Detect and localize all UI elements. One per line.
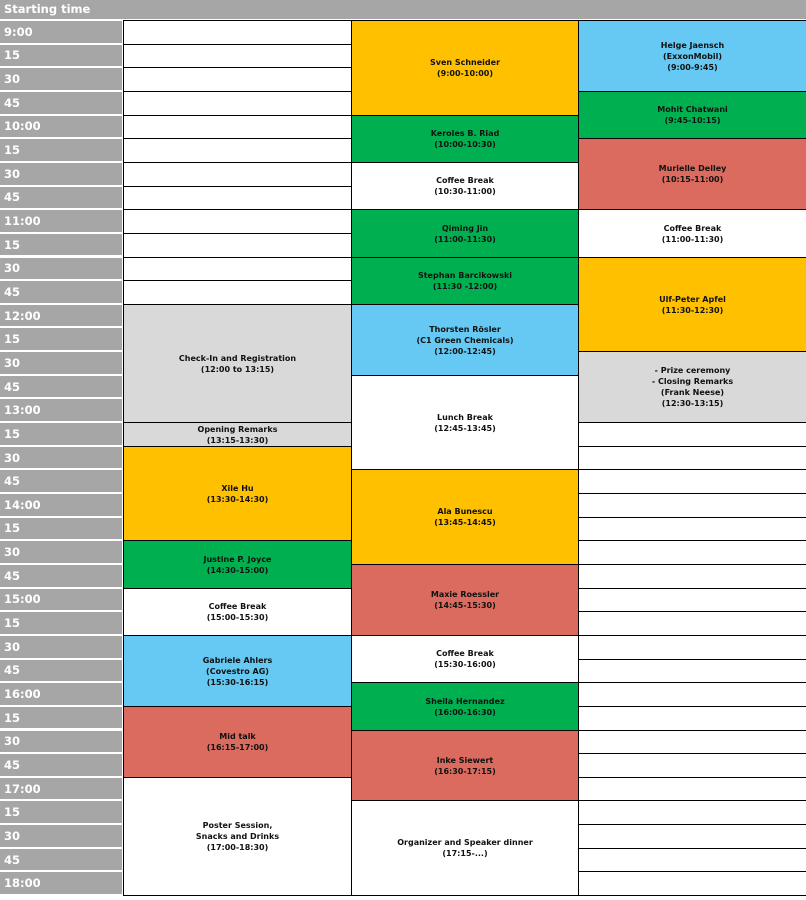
empty-slot <box>123 162 352 187</box>
time-label: 45 <box>0 660 122 682</box>
session-block <box>351 20 579 116</box>
session-detail: (16:00-16:30) <box>434 707 496 717</box>
time-label: 10:00 <box>0 116 122 138</box>
session-title: Gabriele Ahlers <box>202 655 273 665</box>
empty-slot <box>123 91 352 116</box>
time-label: 12:00 <box>0 305 122 327</box>
time-label: 45 <box>0 281 122 303</box>
session-block <box>351 162 579 210</box>
empty-slot <box>123 233 352 258</box>
empty-slot <box>578 871 806 896</box>
session-detail: (9:45-10:15) <box>664 116 721 125</box>
empty-slot <box>578 540 806 565</box>
empty-slot <box>578 635 806 660</box>
time-label: 16:00 <box>0 683 122 705</box>
time-label: 13:00 <box>0 399 122 421</box>
session-detail: (13:30-14:30) <box>206 494 269 504</box>
session-block <box>578 351 806 423</box>
empty-slot <box>578 753 806 778</box>
time-label: 30 <box>0 68 122 90</box>
session-title: Qiming Jin <box>441 223 489 233</box>
session-detail: (12:30-13:15) <box>661 399 724 408</box>
session-title: Helge Jaensch <box>660 40 725 50</box>
session-detail: (15:00-15:30) <box>206 613 269 622</box>
session-block <box>578 138 806 210</box>
session-detail: (13:15-13:30) <box>206 435 269 445</box>
time-label: 14:00 <box>0 494 122 516</box>
empty-slot <box>578 659 806 683</box>
time-label: 15 <box>0 328 122 350</box>
session-block <box>123 422 352 447</box>
empty-slot <box>123 138 352 163</box>
time-label: 15 <box>0 423 122 445</box>
session-title: Inke Siewert <box>436 755 494 765</box>
time-label: 30 <box>0 825 122 847</box>
empty-slot <box>123 257 352 281</box>
empty-slot <box>578 446 806 470</box>
time-label: 15 <box>0 518 122 540</box>
session-detail: (11:30-12:30) <box>661 305 724 315</box>
session-block <box>351 564 579 636</box>
session-block <box>351 469 579 565</box>
session-detail: (Frank Neese) <box>660 388 725 397</box>
session-title: Mohit Chatwani <box>657 105 728 114</box>
session-block <box>123 706 352 778</box>
session-block <box>351 304 579 376</box>
time-label: 30 <box>0 447 122 469</box>
session-title: Xile Hu <box>221 483 254 493</box>
session-title: Justine P. Joyce <box>203 554 272 564</box>
time-label: 45 <box>0 470 122 492</box>
empty-slot <box>578 422 806 447</box>
empty-slot <box>123 44 352 68</box>
session-detail: (14:30-15:00) <box>206 565 269 575</box>
header-starting-time: Starting time <box>0 0 806 19</box>
session-detail: - Closing Remarks <box>651 377 734 386</box>
session-detail: (15:30-16:00) <box>434 660 496 669</box>
time-label: 30 <box>0 352 122 374</box>
time-label: 30 <box>0 636 122 658</box>
session-block <box>123 304 352 423</box>
empty-slot <box>123 209 352 234</box>
empty-slot <box>578 848 806 872</box>
time-label: 15 <box>0 139 122 161</box>
session-title: Thorsten Rösler <box>429 324 501 334</box>
empty-slot <box>123 115 352 139</box>
session-detail: (Covestro AG) <box>206 666 269 676</box>
time-label: 11:00 <box>0 210 122 232</box>
session-detail: (9:00-9:45) <box>667 62 718 72</box>
time-label: 15 <box>0 45 122 67</box>
session-title: Keroles B. Riad <box>430 129 500 138</box>
time-label: 45 <box>0 376 122 398</box>
empty-slot <box>123 186 352 210</box>
time-label: 18:00 <box>0 872 122 894</box>
empty-slot <box>578 493 806 518</box>
time-label: 30 <box>0 258 122 280</box>
session-detail: (12:00 to 13:15) <box>200 364 275 374</box>
session-block <box>351 682 579 731</box>
time-label: 30 <box>0 731 122 753</box>
empty-slot <box>578 824 806 849</box>
session-block <box>351 375 579 470</box>
session-title: Sven Schneider <box>429 58 501 67</box>
session-block <box>578 20 806 92</box>
session-title: Coffee Break <box>436 649 494 658</box>
session-detail: (17:15-...) <box>442 849 488 858</box>
session-block <box>351 800 579 896</box>
time-label: 45 <box>0 92 122 114</box>
session-title: Coffee Break <box>436 176 494 185</box>
time-label: 45 <box>0 849 122 871</box>
empty-slot <box>578 611 806 636</box>
session-detail: (12:00-12:45) <box>434 346 496 356</box>
session-title: Murielle Delley <box>658 164 727 173</box>
time-label: 30 <box>0 163 122 185</box>
empty-slot <box>578 564 806 589</box>
session-detail: (17:00-18:30) <box>206 843 269 852</box>
session-block <box>123 635 352 707</box>
session-detail: (16:15-17:00) <box>206 743 269 752</box>
empty-slot <box>578 588 806 612</box>
session-detail: (11:30 -12:00) <box>432 282 498 291</box>
session-title: Stephan Barcikowski <box>417 271 513 280</box>
empty-slot <box>578 706 806 731</box>
time-label: 17:00 <box>0 778 122 800</box>
session-block <box>123 540 352 589</box>
session-detail: (15:30-16:15) <box>206 677 269 687</box>
time-label: 30 <box>0 541 122 563</box>
session-block <box>351 257 579 305</box>
time-label: 15 <box>0 707 122 729</box>
session-detail: (12:45-13:45) <box>434 423 496 433</box>
session-block <box>578 209 806 258</box>
session-title: Organizer and Speaker dinner <box>397 838 533 847</box>
session-detail: (11:00-11:30) <box>434 234 496 244</box>
session-title: Check-In and Registration <box>178 353 297 363</box>
empty-slot <box>123 280 352 305</box>
empty-slot <box>578 469 806 494</box>
session-title: Coffee Break <box>663 223 722 233</box>
session-detail: (11:00-11:30) <box>661 234 724 244</box>
session-block <box>351 635 579 683</box>
session-block <box>123 777 352 896</box>
session-detail: (13:45-14:45) <box>434 518 496 527</box>
empty-slot <box>578 800 806 825</box>
session-title: Coffee Break <box>208 602 267 611</box>
session-title: Opening Remarks <box>197 424 278 434</box>
time-label: 9:00 <box>0 21 122 43</box>
empty-slot <box>578 682 806 707</box>
session-detail: (C1 Green Chemicals) <box>416 335 514 345</box>
session-block <box>351 115 579 163</box>
session-block <box>123 588 352 636</box>
time-label: 15 <box>0 801 122 823</box>
time-label: 45 <box>0 565 122 587</box>
empty-slot <box>123 67 352 92</box>
empty-slot <box>578 517 806 541</box>
empty-slot <box>578 730 806 754</box>
session-detail: (14:45-15:30) <box>434 601 496 610</box>
session-title: Ala Bunescu <box>437 507 493 516</box>
session-detail: (ExxonMobil) <box>663 51 722 61</box>
session-title: - Prize ceremony <box>654 366 731 375</box>
session-block <box>123 446 352 541</box>
session-detail: (10:15-11:00) <box>661 175 724 184</box>
session-block <box>578 257 806 352</box>
session-title: Lunch Break <box>437 412 493 422</box>
session-detail: (16:30-17:15) <box>434 766 496 776</box>
session-detail: Snacks and Drinks <box>195 832 280 841</box>
time-label: 45 <box>0 754 122 776</box>
session-block <box>351 209 579 258</box>
session-detail: (10:30-11:00) <box>434 187 496 196</box>
session-detail: (9:00-10:00) <box>437 69 493 78</box>
session-block <box>578 91 806 139</box>
time-label: 45 <box>0 187 122 209</box>
empty-slot <box>123 20 352 45</box>
time-label: 15:00 <box>0 589 122 611</box>
session-detail: (10:00-10:30) <box>434 140 496 149</box>
session-title: Ulf-Peter Apfel <box>659 294 726 304</box>
session-title: Mid talk <box>219 732 256 741</box>
empty-slot <box>578 777 806 801</box>
session-title: Sheila Hernandez <box>425 696 505 706</box>
session-title: Maxie Roessler <box>430 590 500 599</box>
time-label: 15 <box>0 234 122 256</box>
session-block <box>351 730 579 801</box>
session-title: Poster Session, <box>202 821 273 830</box>
time-label: 15 <box>0 612 122 634</box>
